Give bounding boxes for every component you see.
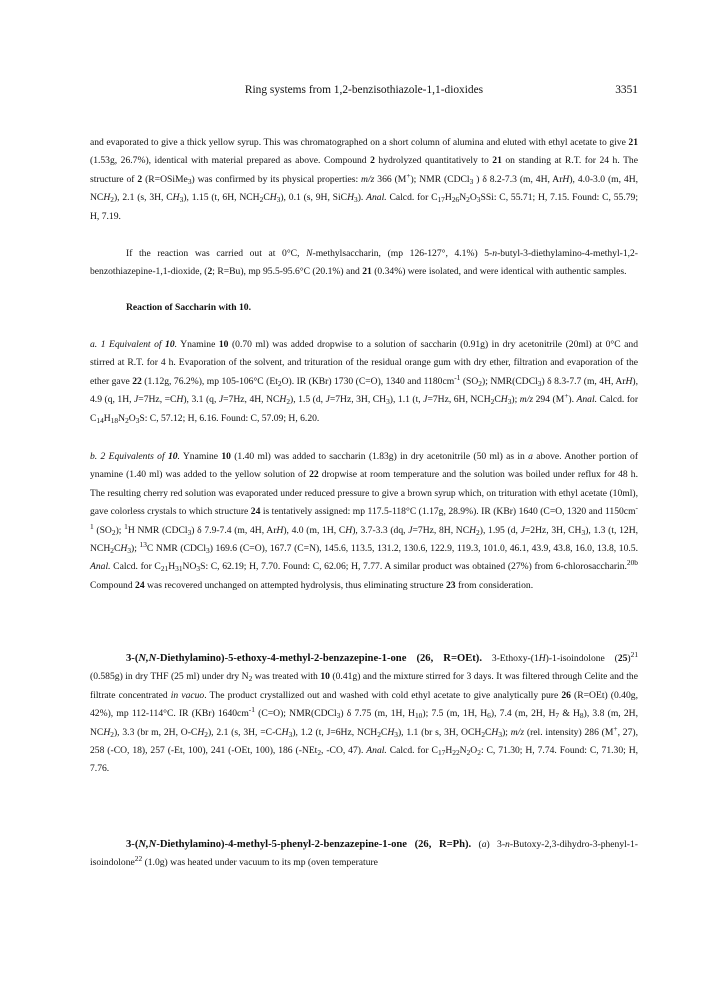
text-run: O: [128, 412, 136, 424]
text-run: ), 1.1 (t,: [389, 394, 424, 406]
text-run: H: [387, 726, 395, 738]
text-run: ) δ 8.3-7.7 (m, 4H, Ar: [541, 375, 626, 387]
text-run: & H: [559, 708, 580, 720]
text-run: ), 4.0-3.0 (m, 4H, NC: [90, 173, 639, 204]
text-run: ) 3-: [486, 839, 506, 850]
subscript: 17: [437, 195, 445, 205]
text-run: Anal.: [576, 394, 598, 406]
text-run: N: [118, 412, 126, 424]
text-run: =7Hz, 6H, NCH: [427, 394, 491, 406]
heading-text: -Diethylamino)-5-ethoxy-4-methyl-2-benzazepine-1-one (26, R=OEt).: [156, 653, 482, 664]
text-run: ) was confirmed by its physical properties:: [191, 173, 362, 185]
subscript: 3: [469, 176, 474, 186]
subscript: 2: [110, 546, 114, 556]
text-run: H: [500, 394, 508, 406]
text-run: ), 3.1 (q,: [183, 394, 219, 406]
text-run: was treated with: [252, 671, 321, 683]
text-run: H: [345, 524, 353, 536]
text-run: J: [325, 394, 330, 406]
text-run: . The product crystallized out and washed with cold ethyl acetate to give analytically pure: [204, 689, 562, 701]
text-run: .: [177, 451, 180, 462]
compound-ref: 2: [207, 266, 213, 278]
text-run: (0.34%) were isolated, and were identical with authentic samples.: [371, 266, 627, 278]
paragraph-26-ethoxy: [90, 650, 638, 779]
superscript: 1: [124, 521, 128, 531]
text-run: -methylsaccharin, (mp 126-127°, 4.1%) 5-: [312, 248, 493, 259]
text-run: O). IR (KBr) 1730 (C=O), 1340 and 1180cm: [281, 375, 455, 387]
text-run: ) 169.6 (C=O), 167.7 (C=N), 145.6, 113.5, 131.2, 130.6, 122.9, 119.3, 101.0, 46.1, 43.9, 43.8, 16.0, 13.8, 10.5.: [209, 543, 638, 555]
text-run: (0.41g) and the mixture stirred for 3 days. It was filtered through Celite and the filtrate concentrated: [90, 671, 638, 701]
subscript: 17: [437, 748, 446, 758]
compound-ref: 10: [218, 339, 229, 350]
text-run: and evaporated to give a thick yellow syrup. This was chromatographed on a short column of alumina and eluted with ethyl acetate to give: [90, 137, 629, 148]
text-run: ), 2.1 (s, 3H, =C-C: [207, 726, 282, 738]
text-run: -Butoxy-2,3-dihydro-3-phenyl-1-isoindolone: [90, 839, 638, 869]
superscript: 20b: [626, 558, 638, 568]
text-run: (1.12g, 76.2%), mp 105-106°C (Et: [141, 375, 278, 387]
text-run: If the reaction was carried out at 0°C,: [126, 248, 307, 259]
subscript: 2: [466, 195, 470, 205]
text-run: a: [528, 451, 533, 462]
text-run: H: [176, 394, 184, 406]
compound-ref: 10: [238, 302, 249, 313]
text-run: , -CO, 47).: [321, 745, 367, 757]
superscript: +: [564, 391, 569, 401]
paragraph-text: [90, 336, 638, 428]
page-number: 3351: [615, 84, 638, 96]
text-run: ) δ 8.2-7.3 (m, 4H, Ar: [473, 173, 563, 185]
compound-ref: 10: [167, 451, 178, 462]
heading-text: [126, 299, 638, 317]
text-run: )-1-isoindolone (: [545, 653, 618, 664]
text-run: J: [520, 524, 525, 536]
text-run: (0.585g) in dry THF (25 ml) under dry N: [90, 671, 249, 683]
subscript: 3: [354, 195, 358, 205]
text-run: ), 1.3 (t, 12H, NCH: [90, 524, 639, 555]
text-run: H: [276, 524, 284, 536]
compound-ref: 2: [137, 173, 143, 185]
text-run: );: [511, 394, 520, 406]
subscript: 2: [111, 527, 116, 537]
paragraph-text: [90, 448, 638, 595]
paragraph-text: [90, 245, 638, 282]
text-run: C: [380, 726, 388, 738]
subscript: 3: [537, 378, 542, 388]
text-run: H: [625, 375, 633, 387]
subscript: 3: [394, 729, 398, 739]
superscript: 21: [630, 650, 639, 659]
text-run: S: C, 57.12; H, 6.16. Found: C, 57.09; H, 6.20.: [139, 412, 320, 424]
subscript: 2: [477, 748, 481, 758]
superscript: -1: [90, 503, 638, 531]
compound-ref: 10: [221, 451, 231, 462]
text-run: 366 (M: [374, 173, 407, 185]
text-run: ), 1.95 (d,: [479, 524, 521, 536]
text-run: in vacuo: [170, 689, 205, 701]
subscript: 2: [248, 674, 253, 684]
compound-ref: 26: [561, 689, 571, 701]
superscript: -1: [248, 705, 255, 715]
text-run: O: [469, 192, 477, 204]
text-run: Calcd. for C: [90, 394, 639, 424]
subscript: 3: [336, 711, 341, 721]
text-run: C NMR (CDCl: [146, 543, 206, 555]
text-run: N: [306, 248, 313, 259]
text-run: ), 3.8 (m, 2H, NC: [90, 708, 639, 738]
text-run: (C=O); NMR(CDCl: [254, 708, 337, 720]
text-run: ), 0.1 (s, 9H, SiC: [280, 192, 348, 204]
text-run: ), 1.5 (d,: [290, 394, 326, 406]
subscript: 6: [487, 711, 491, 721]
text-run: ) δ 7.75 (m, 1H, H: [340, 708, 415, 720]
text-run: above. Another portion of ynamine (1.40 ml) was added to the yellow solution of: [90, 451, 639, 481]
subscript: 2: [377, 729, 381, 739]
subscript: 2: [286, 397, 291, 407]
text-run: 3-(: [126, 839, 139, 850]
text-run: =2Hz, 3H, CH: [524, 524, 582, 536]
text-run: (SO: [460, 375, 479, 387]
text-run: H: [281, 726, 289, 738]
subscript: 18: [110, 415, 119, 425]
compound-ref: 24: [135, 579, 145, 591]
text-run: 294 (M: [533, 394, 565, 406]
text-run: H: [469, 524, 477, 536]
compound-ref: 25: [617, 653, 628, 664]
text-run: ), 3.7-3.3 (dq,: [352, 524, 409, 536]
text-run: b. 2 Equivalents of: [90, 451, 168, 462]
text-run: H: [103, 192, 111, 204]
text-run: (R=OSiMe: [142, 173, 188, 185]
text-run: =7Hz, 3H, CH: [329, 394, 387, 406]
text-run: H NMR (CDCl: [127, 524, 188, 536]
text-run: ).: [568, 394, 577, 406]
subscript: 2: [277, 378, 282, 388]
text-run: ), 3.3 (br m, 2H, O-C: [113, 726, 198, 738]
compound-ref: 22: [132, 375, 142, 387]
text-run: hydrolyzed quantitatively to: [374, 155, 493, 167]
text-run: ), 1.2 (t, J=6Hz, NCH: [292, 726, 378, 738]
text-run: H: [444, 192, 452, 204]
text-run: m/z: [361, 173, 375, 185]
text-run: : C, 71.30; H, 7.74. Found: C, 71.30; H, 7.76.: [90, 745, 639, 775]
text-run: (SO: [93, 524, 112, 536]
paragraph-26-phenyl: [90, 836, 638, 873]
subscript: 3: [386, 397, 390, 407]
text-run: (R=OEt) (0.40g, 42%), mp 112-114°C. IR (KBr) 1640cm: [90, 689, 638, 720]
text-run: ); NMR (CDCl: [410, 173, 470, 185]
text-run: Calcd. for C: [386, 745, 438, 757]
subscript: 3: [187, 176, 192, 186]
text-run: H: [347, 192, 355, 204]
text-run: was recovered unchanged on attempted hydrolysis, thus eliminating structure: [144, 579, 446, 591]
compound-ref: 22: [309, 469, 319, 481]
text-run: H: [120, 543, 128, 555]
text-run: );: [131, 543, 140, 555]
text-run: H: [168, 561, 176, 573]
text-run: O: [470, 745, 478, 757]
subscript: 3: [581, 527, 586, 537]
text-run: ); 7.5 (m, 1H, H: [422, 708, 488, 720]
text-run: =7Hz, 4H, NC: [223, 394, 280, 406]
text-run: -butyl-3-diethylamino-4-methyl-1,2-benzothiazepine-1,1-dioxide, (: [90, 248, 639, 278]
subscript: 3: [507, 397, 512, 407]
paragraph-text: [90, 650, 638, 779]
paragraph-a: [90, 336, 638, 428]
text-run: N: [459, 192, 467, 204]
text-run: 3-(: [126, 653, 139, 664]
text-run: ): [627, 653, 631, 664]
subscript: 3: [498, 729, 503, 739]
text-run: SSi: C, 55.71; H, 7.15. Found: C, 55.79; H, 7.19.: [90, 192, 639, 222]
text-run: on standing at R.T. for 24 h. The structure of: [90, 155, 638, 185]
text-run: S: C, 62.19; H, 7.70. Found: C, 62.06; H, 7.77. A similar product was obtained (27%) from 6-chlorosaccharin.: [200, 561, 627, 573]
text-run: N,N: [138, 839, 157, 850]
subscript: 2: [476, 527, 480, 537]
text-run: from consideration.: [455, 579, 534, 591]
text-run: Reaction of Saccharin with: [126, 302, 239, 313]
subscript: 2: [204, 729, 208, 739]
text-run: dropwise at room temperature and the solution was boiled under reflux for 48 h. The resulting cherry red solution was evaporated under reduced pressure to give a brown syrup which, on trituration with ethyl acetate (10ml), gave colorless crystals to which structure: [90, 469, 638, 518]
subscript: 2: [259, 195, 264, 205]
running-header: [90, 84, 638, 100]
text-run: H: [491, 726, 499, 738]
text-run: Calcd. for C: [110, 561, 161, 573]
subscript: 2: [110, 195, 114, 205]
subscript: 3: [179, 195, 184, 205]
subscript: 2: [317, 748, 322, 758]
text-run: a. 1 Equivalent of: [90, 339, 166, 350]
heading-text: -Diethylamino)-4-methyl-5-phenyl-2-benzazepine-1-one (26, R=Ph).: [156, 839, 472, 850]
text-run: =7Hz, 8H, NC: [412, 524, 470, 536]
subscript: 2: [125, 415, 129, 425]
text-run: Anal.: [366, 745, 387, 757]
text-run: m/z: [510, 726, 525, 738]
subscript: 2: [466, 748, 471, 758]
superscript: 22: [134, 854, 143, 864]
subscript: 31: [175, 564, 183, 574]
subscript: 3: [187, 527, 192, 537]
section-heading-saccharin: [90, 299, 638, 317]
paragraph-text: [90, 836, 638, 873]
running-title: Ring systems from 1,2-benzisothiazole-1,1-dioxides: [244, 84, 484, 96]
text-run: ), 2.1 (s, 3H, C: [113, 192, 173, 204]
text-run: Compound: [90, 579, 136, 591]
text-run: H: [279, 394, 287, 406]
text-run: ; R=Bu), mp 95.5-95.6°C (20.1%) and: [212, 266, 363, 278]
compound-ref: 2: [370, 155, 375, 167]
subscript: 2: [481, 729, 486, 739]
compound-ref: 21: [628, 137, 638, 148]
text-run: (1.0g) was heated under vacuum to its mp (oven temperature: [142, 857, 378, 869]
compound-ref: 10: [320, 671, 330, 683]
superscript: 13: [139, 540, 147, 550]
subscript: 10: [414, 711, 423, 721]
paragraph-text: [90, 134, 638, 226]
text-run: =7Hz, =C: [138, 394, 177, 406]
text-run: J: [218, 394, 224, 406]
subscript: 7: [555, 711, 560, 721]
paragraph-2: [90, 245, 638, 282]
text-run: C: [113, 543, 121, 555]
text-run: m/z: [519, 394, 534, 406]
text-run: J: [423, 394, 428, 406]
text-run: a: [481, 839, 487, 850]
compound-ref: 21: [492, 155, 502, 167]
text-run: H: [103, 726, 111, 738]
subscript: 2: [490, 397, 495, 407]
text-run: C: [485, 726, 492, 738]
text-run: ), 7.4 (m, 2H, H: [490, 708, 556, 720]
compound-ref: 21: [362, 266, 372, 278]
subscript: 22: [452, 748, 460, 758]
text-run: ), 4.0 (m, 1H, C: [283, 524, 346, 536]
subscript: 21: [160, 564, 169, 574]
text-run: ), 4.9 (q, 1H,: [90, 375, 639, 406]
text-run: ) δ 7.9-7.4 (m, 4H, Ar: [191, 524, 277, 536]
text-run: Ynamine: [177, 339, 219, 350]
text-run: .: [174, 339, 178, 350]
text-run: (1.40 ml) was added to saccharin (1.83g) in dry acetonitrile (50 ml) as in: [230, 451, 529, 462]
text-run: (: [471, 839, 482, 850]
text-run: H: [197, 726, 205, 738]
text-run: .: [248, 302, 251, 313]
text-run: ), 1.1 (br s, 3H, OCH: [397, 726, 482, 738]
text-run: n: [505, 839, 510, 850]
subscript: 3: [205, 546, 210, 556]
text-run: C: [494, 394, 501, 406]
subscript: 14: [96, 415, 104, 425]
text-run: H: [103, 412, 111, 424]
text-run: J: [134, 394, 139, 406]
text-run: H: [562, 173, 570, 185]
text-run: ).: [357, 192, 367, 204]
text-run: Calcd. for C: [386, 192, 438, 204]
text-run: Ynamine: [179, 451, 222, 462]
text-run: ), 1.15 (t, 6H, NCH: [183, 192, 260, 204]
text-run: J: [408, 524, 413, 536]
text-run: H: [445, 745, 453, 757]
subscript: 3: [288, 729, 293, 739]
subscript: 3: [127, 546, 132, 556]
text-run: H: [538, 653, 546, 664]
text-run: N,N: [138, 653, 157, 664]
subscript: 8: [579, 711, 584, 721]
text-run: (rel. intensity) 286 (M: [524, 726, 614, 738]
subscript: 3: [196, 564, 201, 574]
subscript: 3: [476, 195, 481, 205]
subscript: 2: [110, 729, 114, 739]
superscript: +: [406, 170, 411, 180]
paragraph-b: [90, 448, 638, 595]
text-run: Anal.: [90, 561, 111, 573]
subscript: 2: [478, 378, 482, 388]
text-run: , 27), 258 (-CO, 18), 257 (-Et, 100), 241 (-OEt, 100), 186 (-NEt: [90, 726, 638, 757]
paragraph-1: [90, 134, 638, 226]
text-run: NO: [182, 561, 197, 573]
text-run: N: [459, 745, 467, 757]
text-run: ); NMR(CDCl: [482, 375, 538, 387]
compound-ref: 24: [250, 506, 261, 518]
text-run: H: [172, 192, 180, 204]
text-run: n: [492, 248, 498, 259]
compound-ref: 23: [445, 579, 456, 591]
compound-ref: 10: [165, 339, 175, 350]
text-run: 3-Ethoxy-(1: [482, 653, 539, 664]
text-run: C: [263, 192, 270, 204]
subscript: 3: [276, 195, 281, 205]
superscript: -1: [454, 372, 461, 382]
superscript: +: [613, 723, 618, 733]
subscript: 3: [135, 415, 140, 425]
text-run: is tentatively assigned: mp 117.5-118°C (1.17g, 28.9%). IR (KBr) 1640 (C=O, 1320 and 1150cm: [260, 506, 636, 518]
text-run: Anal.: [366, 192, 387, 204]
subscript: 26: [451, 195, 460, 205]
text-run: (0.70 ml) was added dropwise to a solution of saccharin (0.91g) in dry acetonitrile (20ml) at 0°C and stirred at R.T. for 4 h. Evaporation of the solvent, and trituration of the residual orange gum with dry ether, filtration and evaporation of the ether gave: [90, 339, 639, 387]
text-run: );: [115, 524, 125, 536]
text-run: (1.53g, 26.7%), identical with material prepared as above. Compound: [90, 155, 371, 167]
text-run: );: [502, 726, 511, 738]
text-run: H: [269, 192, 277, 204]
